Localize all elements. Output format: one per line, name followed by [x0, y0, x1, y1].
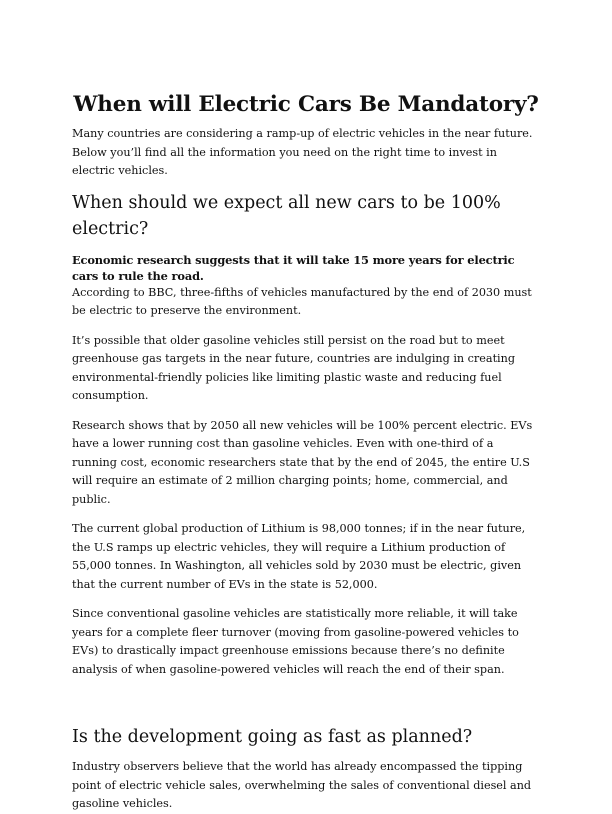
paragraph-fleet-turnover: Since conventional gasoline vehicles are statistically more reliable, it will take years for a complete fleer turnover (moving from gasoline-powered vehicles to EVs) to drastically impact greenhouse emissions because there’s no definite analysis of when gasoline-powered vehicles will reach the end of their span.	[72, 607, 519, 676]
intro-paragraph: Many countries are considering a ramp-up of electric vehicles in the near future. Below you’ll find all the information you need on the right time to invest in electric vehicles.	[72, 127, 533, 177]
document-title: When will Electric Cars Be Mandatory?	[73, 92, 539, 117]
paragraph-older-vehicles: It’s possible that older gasoline vehicles still persist on the road but to meet greenhouse gas targets in the near future, countries are indulging in creating environmental-friendly policies like limiting plastic waste and reducing fuel consumption.	[72, 333, 516, 402]
paragraph-lithium: The current global production of Lithium is 98,000 tonnes; if in the near future, the U.S ramps up electric vehicles, they will require a Lithium production of 55,000 tonnes. In Washington, all vehicles sold by 2030 must be electric, given that the current number of EVs in the state is 52,000.	[72, 522, 526, 591]
section-heading-all-electric: When should we expect all new cars to be 100% electric?	[72, 192, 501, 239]
section-heading-development: Is the development going as fast as planned?	[72, 727, 473, 747]
paragraph-research-2050: Research shows that by 2050 all new vehicles will be 100% percent electric. EVs have a lower running cost than gasoline vehicles. Even with one-third of a running cost, economic researchers state that by the end of 2045, the entire U.S will require an estimate of 2 million charging points; home, commercial, and public.	[72, 418, 533, 506]
paragraph-tipping-point: Industry observers believe that the world has already encompassed the tipping point of electric vehicle sales, overwhelming the sales of conventional diesel and gasoline vehicles.	[72, 760, 532, 810]
lead-sentence: Economic research suggests that it will take 15 more years for electric cars to rule the road.	[72, 252, 515, 283]
paragraph-bbc: According to BBC, three-fifths of vehicles manufactured by the end of 2030 must be electric to preserve the environment.	[72, 285, 532, 317]
